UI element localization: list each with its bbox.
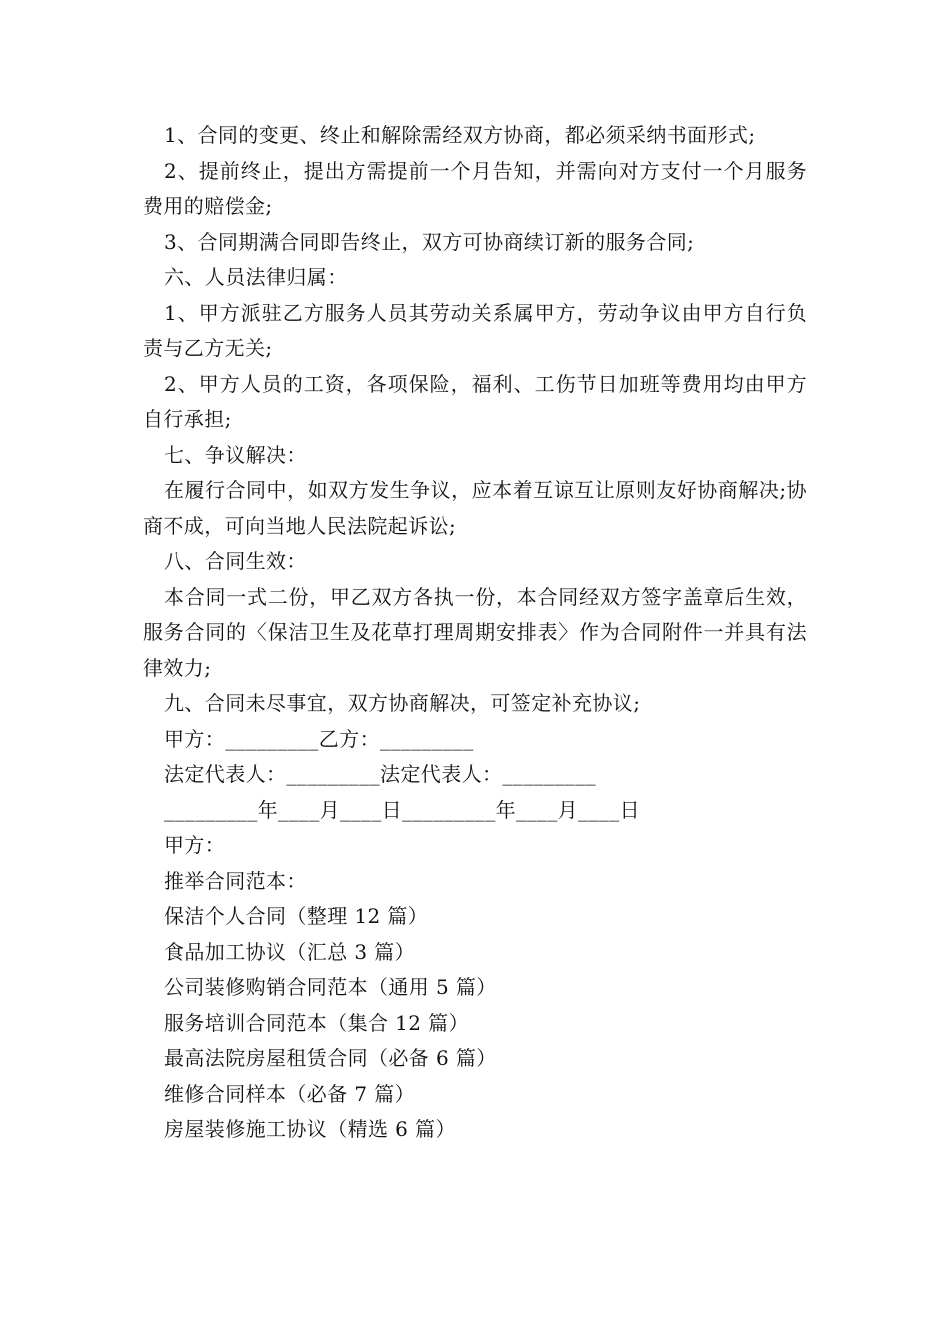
recommended-list bbox=[143, 899, 807, 1148]
clause-dispute-resolution: 在履行合同中，如双方发生争议，应本着互谅互让原则友好协商解决;协商不成，可向当地人民法院起诉讼; bbox=[143, 478, 807, 538]
recommended-item[interactable]: 最高法院房屋租赁合同（必备 6 篇） bbox=[164, 1046, 497, 1070]
recommended-item[interactable]: 房屋装修施工协议（精选 6 篇） bbox=[164, 1117, 456, 1141]
recommended-title: 推举合同范本： bbox=[164, 868, 307, 893]
recommended-item[interactable]: 保洁个人合同（整理 12 篇） bbox=[164, 904, 429, 928]
signature-representatives-line: 法定代表人：_________法定代表人：_________ bbox=[164, 762, 596, 786]
recommended-templates bbox=[143, 864, 807, 1148]
clause-change-termination: 1、合同的变更、终止和解除需经双方协商，都必须采纳书面形式; bbox=[164, 123, 756, 147]
clause-contract-expiry: 3、合同期满合同即告终止，双方可协商续订新的服务合同; bbox=[164, 229, 695, 254]
recommended-item[interactable]: 服务培训合同范本（集合 12 篇） bbox=[164, 1010, 469, 1035]
signature-party-a-line: 甲方： bbox=[164, 833, 226, 857]
recommended-item[interactable]: 维修合同样本（必备 7 篇） bbox=[164, 1081, 416, 1106]
recommended-item[interactable]: 公司装修购销合同范本（通用 5 篇） bbox=[164, 975, 497, 999]
clause-early-termination: 2、提前终止，提出方需提前一个月告知，并需向对方支付一个月服务费用的赔偿金; bbox=[143, 158, 807, 218]
recommended-item[interactable]: 食品加工协议（汇总 3 篇） bbox=[164, 939, 416, 964]
clause-wages-insurance: 2、甲方人员的工资，各项保险，福利、工伤节日加班等费用均由甲方自行承担; bbox=[143, 371, 807, 431]
signature-parties-line: 甲方：_________乙方：_________ bbox=[164, 726, 474, 751]
clause-supplementary: 九、合同未尽事宜，双方协商解决，可签定补充协议; bbox=[164, 691, 641, 715]
section-heading-dispute: 七、争议解决： bbox=[164, 442, 307, 467]
section-heading-personnel: 六、人员法律归属： bbox=[164, 265, 348, 289]
document-body bbox=[143, 118, 807, 1148]
clause-labor-relations: 1、甲方派驻乙方服务人员其劳动关系属甲方，劳动争议由甲方自行负责与乙方无关; bbox=[143, 300, 807, 360]
clause-contract-effect: 本合同一式二份，甲乙双方各执一份，本合同经双方签字盖章后生效，服务合同的〈保洁卫生及花草打理周期安排表〉作为合同附件一并具有法律效力; bbox=[143, 584, 807, 680]
signature-date-line: _________年____月____日_________年____月____日 bbox=[164, 797, 640, 822]
section-heading-effect: 八、合同生效： bbox=[164, 549, 307, 573]
signature-block bbox=[143, 722, 807, 864]
